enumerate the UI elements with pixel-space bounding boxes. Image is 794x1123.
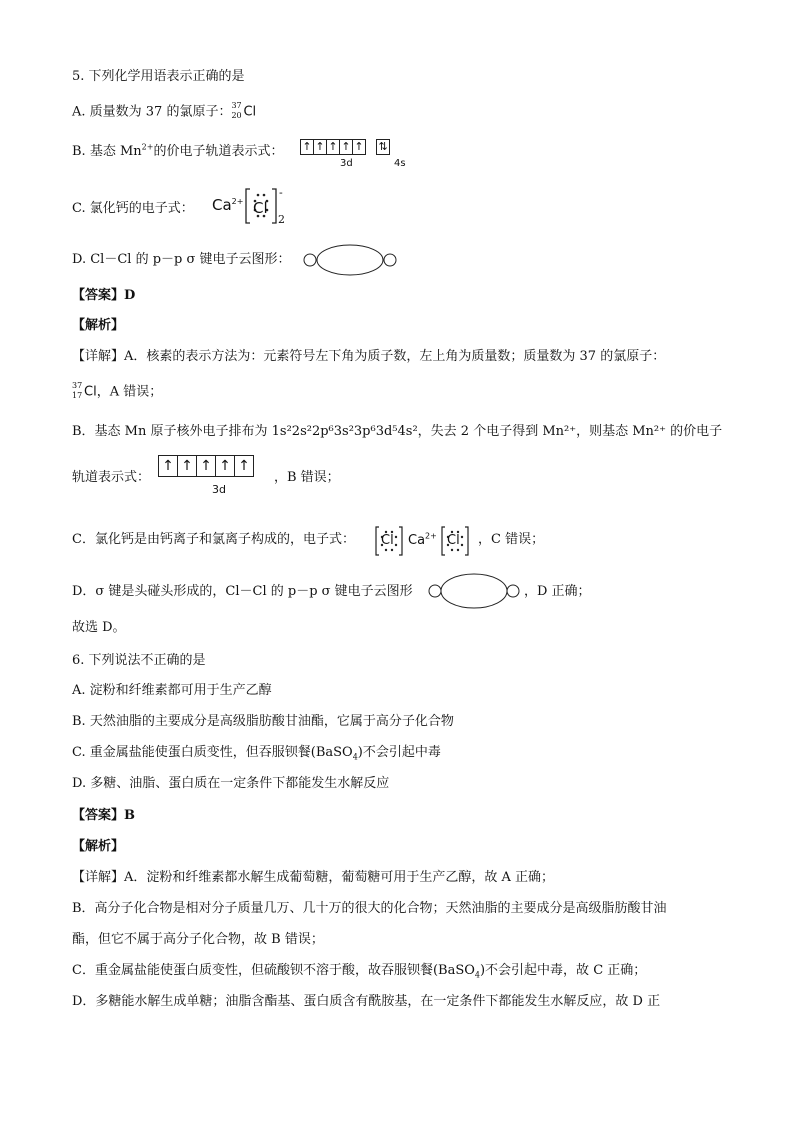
- orbital-label-4s: 4s: [394, 158, 406, 169]
- q5-stem: 5. 下列化学用语表示正确的是: [72, 69, 245, 84]
- q5-conclusion: 故选 D。: [72, 620, 126, 635]
- q6-stem: 6. 下列说法不正确的是: [72, 653, 206, 668]
- q5-option-b: B. 基态 $Mn^{2+}$的价电子轨道表示式：: [72, 142, 284, 159]
- q5-detail-a-1: 【详解】A．核素的表示方法为：元素符号左下角为质子数，左上角为质量数；质量数为 37 的氯原子：: [72, 349, 666, 364]
- q6-answer: 【答案】B: [72, 808, 135, 823]
- q6-detail-c: C．重金属盐能使蛋白质变性，但硫酸钡不溶于酸，故吞服钡餐(BaSO$_4$)不会引起中毒，故 C 正确；: [72, 963, 647, 980]
- q5-detail-c: C．氯化钙是由钙离子和氯离子构成的，电子式：: [72, 532, 355, 547]
- q6-detail-a: 【详解】A．淀粉和纤维素都水解生成葡萄糖，葡萄糖可用于生产乙醇，故 A 正确；: [72, 870, 555, 885]
- q6-analysis-heading: 【解析】: [72, 839, 125, 854]
- q5-option-d: D. Cl－Cl 的 p－p σ 键电子云图形：: [72, 252, 291, 267]
- sigma-bond-cloud-answer-icon: [428, 572, 520, 610]
- q6-detail-b-1: B．高分子化合物是相对分子质量几万、几十万的很大的化合物；天然油脂的主要成分是高级脂肪酸甘油: [72, 901, 667, 916]
- q5-detail-a-2: 37 17 Cl，A 错误；: [72, 381, 163, 400]
- orbital-diagram-3d4s: ↑ ↑ ↑ ↑ ↑ ⇅: [300, 135, 389, 155]
- q6-option-c: C. 重金属盐能使蛋白质变性，但吞服钡餐(BaSO$_4$)不会引起中毒: [72, 745, 441, 762]
- q5-answer: 【答案】D: [72, 288, 136, 303]
- electron-formula-cacl2: $Ca^{2+}$: [212, 196, 244, 214]
- orbital-diagram-3d: ↑ ↑ ↑ ↑ ↑: [158, 455, 253, 477]
- q5-detail-d: D．σ 键是头碰头形成的，Cl－Cl 的 p－p σ 键电子云图形: [72, 584, 413, 599]
- q5-detail-b-1: B．基态 Mn 原子核外电子排布为 1s²2s²2p⁶3s²3p⁶3d⁵4s²，失去 2 个电子得到 Mn²⁺，则基态 Mn²⁺ 的价电子: [72, 424, 723, 439]
- isotope-notation: 37 20: [231, 101, 242, 120]
- q6-option-b: B. 天然油脂的主要成分是高级脂肪酸甘油酯，它属于高分子化合物: [72, 714, 454, 729]
- q5-option-c: C. 氯化钙的电子式：: [72, 201, 194, 216]
- q6-detail-d: D．多糖能水解生成单糖；油脂含酯基、蛋白质含有酰胺基，在一定条件下都能发生水解反应，故 D 正: [72, 994, 661, 1009]
- orbital-label-3d: 3d: [340, 158, 353, 169]
- q6-option-a: A. 淀粉和纤维素都可用于生产乙醇: [72, 683, 272, 698]
- q6-option-d: D. 多糖、油脂、蛋白质在一定条件下都能发生水解反应: [72, 776, 390, 791]
- q5-analysis-heading: 【解析】: [72, 318, 125, 333]
- q6-detail-b-2: 酯，但它不属于高分子化合物，故 B 错误；: [72, 932, 324, 947]
- q5-detail-b-2: 轨道表示式：: [72, 470, 151, 485]
- q5-option-a: A. 质量数为 37 的氯原子： 37 20 Cl: [72, 101, 257, 120]
- sigma-bond-cloud-icon: [303, 244, 397, 276]
